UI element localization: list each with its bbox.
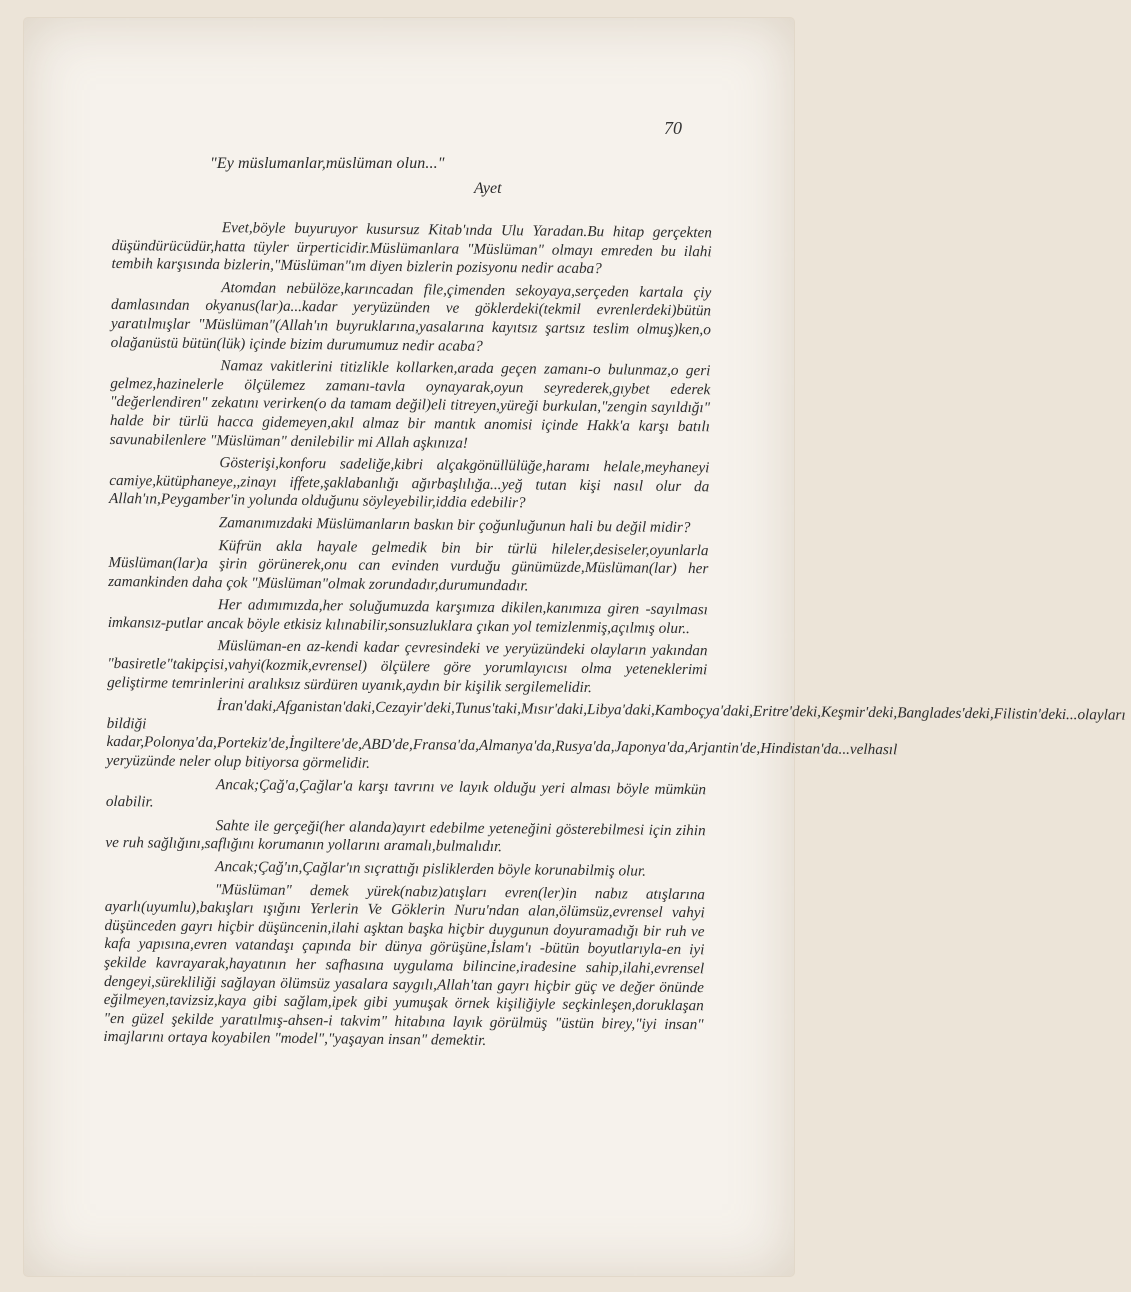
paragraph: Ancak;Çağ'a,Çağlar'a karşı tavrını ve layık olduğu yeri alması böyle mümkün olabilir.	[105, 775, 707, 811]
paragraph: Namaz vakitlerini titizlikle kollarken,arada geçen zamanı-o bulunmaz,o geri gelmez,hazinelerle ölçülemez zamanı-tavla oynayarak,oyun seyrederek,gıybet ederek "değerlendiren" zekatını verirken(o da tamam değil)eli titreyen,yüreği burkulan,"zengin sayıldığı" halde bir türlü hacca gidemeyen,akıl almaz bir mantık anomisi içinde Hakk'a karşı batılı savunabilenlere "Müslüman" denilebilir mi Allah aşkınıza!	[109, 357, 711, 452]
page-number: 70	[664, 118, 682, 138]
paragraph: Zamanımızdaki Müslümanların baskın bir çoğunluğunun hali bu değil midir?	[218, 514, 691, 536]
paragraph: İran'daki,Afganistan'daki,Cezayir'deki,Tunus'taki,Mısır'daki,Libya'daki,Kamboçya'daki,Eritre'deki,Keşmir'deki,Banglades'deki,Filistin'deki...olayları bildiği kadar,Polonya'da,Portekiz'de,İngiltere'de,ABD'de,Fransa'da,Almanya'da,Rusya'da,Japonya'da,Arjantin'de,Hindistan'da...velhasıl yeryüzünde neler olup bitiyorsa görmelidir.	[106, 697, 1126, 772]
document-page	[24, 18, 1126, 1276]
epigraph-source: Ayet	[474, 180, 502, 197]
paragraph: "Müslüman" demek yürek(nabız)atışları evren(ler)in nabız atışlarına ayarlı(uyumlu),bakışları ışığını Yerlerin Ve Göklerin Nuru'ndan alan,ölümsüz,evrensel vahyi düşünceden gayrı hiçbir düşüncenin,ilahi aşktan başka hiçbir duygunun doyuramadığı bir ruh ve kafa yapısına,evren vatandaşı çapında bir dünya görüşüne,İslam'ı -bütün boyutlarıyla-en iyi şekilde kavrayarak,hayatının her safhasına uygulama bilincine,iradesine sahip,ilahi,evrensel dengeyi,sürekliliği sağlayan ölümsüz yasalara saygılı,Allah'tan gayrı hiçbir güç ve değer önünde eğilmeyen,tavizsiz,kaya gibi sağlam,ipek gibi yumuşak örnek kişiliğiyle seçkinleşen,doruklaşan "en güzel şekilde yaratılmış-ahsen-i takvim" hitabına layık görülmüş "üstün birey,"iyi insan" imajlarını ortaya koyabilen "model","yaşayan insan" demektir.	[103, 880, 706, 1050]
epigraph-quote: "Ey müslumanlar,müslüman olun..."	[210, 155, 445, 172]
paragraph: Gösterişi,konforu sadeliğe,kibri alçakgönüllülüğe,haramı helale,meyhaneyi camiye,kütüphaneye,,zinayı iffete,şaklabanlığı ağırbaşlılığa...yeğ tutan kişi nasıl olur da Allah'ın,Peygamber'in yolunda olduğunu söyleyebilir,iddia edebilir?	[108, 454, 710, 512]
paragraph: Her adımımızda,her soluğumuzda karşımıza dikilen,kanımıza giren -sayılması imkansız-putlar ancak böyle etkisiz kılınabilir,sonsuzluklara çıkan yol temizlenmiş,açılmış olur..	[107, 596, 709, 637]
paragraph: Sahte ile gerçeği(her alanda)ayırt edebilme yeteneğini gösterebilmesi için zihin ve ruh sağlığını,saflığını korumanın yollarını aramalı,bulmalıdır.	[105, 816, 706, 856]
paragraph: Müslüman-en az-kendi kadar çevresindeki ve yeryüzündeki olayların yakından "basiretle"takipçisi,vahyi(kozmik,evrensel) ölçülere göre yorumlayıcısı olma yeteneklerimi geliştirme temrinlerini aralıksız sürdüren uyanık,aydın bir kişilik sergilemelidir.	[107, 637, 708, 696]
paragraph: Ancak;Çağ'ın,Çağlar'ın sıçrattığı pisliklerden böyle korunabilmiş olur.	[215, 858, 647, 880]
paragraph: Atomdan nebülöze,karıncadan file,çimenden sekoyaya,serçeden kartala çiy damlasından okyanus(lar)a...kadar yeryüzünden ve göklerdeki(tekmil evrenlerdeki)bütün yaratılmışlar "Müslüman"(Allah'ın buyruklarına,yasalarına kayıtsız şartsız teslim olmuş)ken,o olağanüstü bütün(lük) içinde bizim durumumuz nedir acaba?	[110, 278, 712, 355]
paragraph: Evet,böyle buyuruyor kusursuz Kitab'ında Ulu Yaradan.Bu hitap gerçekten düşündürücüdür,hatta tüyler ürperticidir.Müslümanlara "Müslüman" olmayı emreden bu ilahi tembih karşısında bizlerin,"Müslüman"ım diyen bizlerin pozisyonu nedir acaba?	[111, 219, 712, 278]
paragraph: Küfrün akla hayale gelmedik bin bir türlü hileler,desiseler,oyunlarla Müslüman(lar)a şirin görünerek,onu can evinden vurduğu günümüzde,Müslüman(lar) her zamankinden daha çok "Müslüman"olmak zorundadır,durumundadır.	[108, 536, 709, 595]
body-text	[103, 218, 1126, 1057]
